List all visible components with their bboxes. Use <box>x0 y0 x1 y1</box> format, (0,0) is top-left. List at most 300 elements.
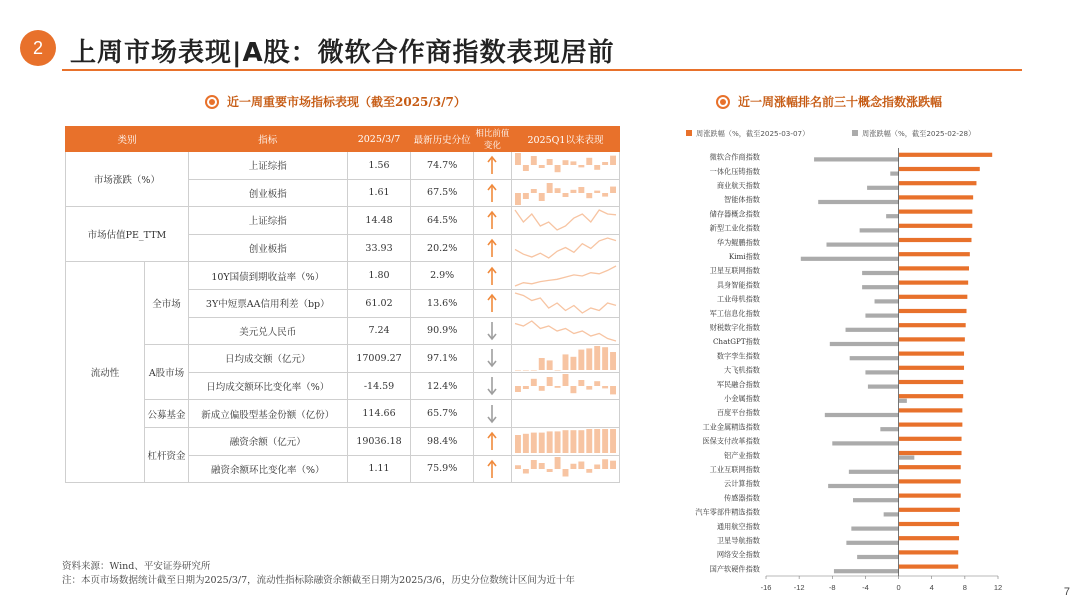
col-header-indicator: 指标 <box>188 127 347 152</box>
indicator-value: 33.93 <box>347 234 411 262</box>
col-header-date: 2025/3/7 <box>347 127 411 152</box>
sparkline-bar <box>602 348 608 371</box>
indicator-percentile: 67.5% <box>411 179 473 207</box>
indicator-percentile: 12.4% <box>411 372 473 400</box>
sparkline-bar <box>531 156 537 165</box>
bar-previous-week <box>853 498 899 502</box>
sparkline-bar <box>562 469 568 477</box>
indicator-percentile: 20.2% <box>411 234 473 262</box>
sparkline-bar <box>515 153 521 165</box>
sparkline-bar <box>570 464 576 469</box>
sparkline <box>511 179 619 207</box>
indicator-percentile: 74.7% <box>411 152 473 180</box>
sparkline-line <box>515 293 616 313</box>
sparkline-chart <box>514 207 617 233</box>
sparkline-bar <box>523 469 529 474</box>
bar-previous-week <box>875 299 899 303</box>
change-arrow <box>473 400 511 428</box>
category-label: 卫星导航指数 <box>716 536 760 545</box>
bar-current-week <box>899 508 960 512</box>
arrow-down-icon <box>486 321 498 341</box>
sparkline-chart <box>514 428 617 454</box>
subgroup-label: 杠杆资金 <box>145 427 189 482</box>
indicator-percentile: 13.6% <box>411 289 473 317</box>
bar-current-week <box>899 181 977 185</box>
sparkline <box>511 207 619 235</box>
bar-previous-week <box>814 157 899 161</box>
sparkline-bar <box>555 432 561 454</box>
indicator-percentile: 90.9% <box>411 317 473 345</box>
sparkline-bar <box>523 370 529 371</box>
sparkline-bar <box>547 183 553 193</box>
sparkline <box>511 234 619 262</box>
sparkline-bar <box>610 461 616 469</box>
sparkline-bar <box>555 165 561 172</box>
indicator-value: 14.48 <box>347 207 411 235</box>
sparkline-line <box>515 266 616 286</box>
sparkline-bar <box>555 386 561 388</box>
sparkline-bar <box>570 162 576 166</box>
sparkline <box>511 455 619 483</box>
sparkline-bar <box>610 386 616 394</box>
change-arrow <box>473 152 511 180</box>
sparkline-bar <box>515 193 521 205</box>
bar-current-week <box>899 565 959 569</box>
table-header-row <box>66 127 620 152</box>
sparkline-bar <box>562 355 568 371</box>
category-label: 工业金属精选指数 <box>702 422 760 432</box>
change-arrow <box>473 234 511 262</box>
indicator-name: 融资余额（亿元） <box>188 427 347 455</box>
category-label: 通用航空指数 <box>716 521 760 531</box>
sparkline-chart <box>514 401 617 427</box>
sparkline-bar <box>523 386 529 389</box>
subgroup-label: 公募基金 <box>145 400 189 428</box>
bar-current-week <box>899 380 964 384</box>
sparkline-chart <box>514 456 617 482</box>
bar-previous-week <box>828 484 898 488</box>
sparkline-chart <box>514 180 617 206</box>
indicator-value: 1.61 <box>347 179 411 207</box>
category-label: 华为鲲鹏指数 <box>716 237 760 247</box>
category-label: 传感器指数 <box>724 493 760 503</box>
bar-previous-week <box>832 441 898 445</box>
sparkline-bar <box>539 433 545 453</box>
table-section-header <box>205 93 466 110</box>
concept-index-bar-chart <box>680 120 1010 598</box>
indicator-name: 融资余额环比变化率（%） <box>188 455 347 483</box>
sparkline-bar <box>578 380 584 386</box>
bar-previous-week <box>884 512 899 516</box>
sparkline <box>511 427 619 455</box>
sparkline-bar <box>555 188 561 193</box>
indicator-value: 61.02 <box>347 289 411 317</box>
sparkline-bar <box>602 429 608 453</box>
category-label: 军工信息化指数 <box>709 308 760 318</box>
table-row <box>66 152 620 180</box>
sparkline-bar <box>531 460 537 469</box>
sparkline-bar <box>594 346 600 370</box>
category-label: 网络安全指数 <box>716 550 760 560</box>
bar-current-week <box>899 238 972 242</box>
chart-section-header <box>716 93 942 110</box>
x-tick-label: -16 <box>760 583 772 592</box>
indicator-percentile: 98.4% <box>411 427 473 455</box>
indicator-value: 1.11 <box>347 455 411 483</box>
sparkline <box>511 289 619 317</box>
indicator-name: 创业板指 <box>188 234 347 262</box>
indicator-name: 新成立偏股型基金份额（亿份） <box>188 400 347 428</box>
sparkline <box>511 317 619 345</box>
sparkline-bar <box>562 430 568 453</box>
table-section-title: 近一周重要市场指标表现（截至2025/3/7） <box>227 95 466 109</box>
change-arrow <box>473 427 511 455</box>
sparkline-bar <box>610 186 616 192</box>
sparkline-bar <box>555 370 561 371</box>
table-row <box>66 400 620 428</box>
legend-label: 周涨跌幅（%，截至2025-03-07） <box>696 129 810 138</box>
bar-current-week <box>899 352 964 356</box>
sparkline-bar <box>562 160 568 165</box>
category-label: 具身智能指数 <box>716 280 760 290</box>
arrow-down-icon <box>486 348 498 368</box>
sparkline-bar <box>602 193 608 197</box>
change-arrow <box>473 179 511 207</box>
sparkline-chart <box>514 263 617 289</box>
sparkline-bar <box>539 193 545 201</box>
indicator-value: 17009.27 <box>347 345 411 373</box>
bar-current-week <box>899 323 966 327</box>
sparkline-bar <box>539 463 545 469</box>
sparkline-bar <box>578 165 584 167</box>
category-label: 卫星互联网指数 <box>709 266 760 276</box>
sparkline-bar <box>562 193 568 197</box>
group-label: 市场估值PE_TTM <box>66 207 189 262</box>
bar-previous-week <box>865 370 898 374</box>
col-header-trend: 2025Q1以来表现 <box>511 127 619 152</box>
category-label: 数字孪生指数 <box>716 351 760 361</box>
sparkline-bar <box>578 461 584 469</box>
category-label: 储存器概念指数 <box>709 209 760 219</box>
bar-previous-week <box>851 527 898 531</box>
bar-current-week <box>899 295 968 299</box>
bar-current-week <box>899 479 961 483</box>
bar-previous-week <box>890 172 898 176</box>
bar-previous-week <box>862 285 898 289</box>
bar-current-week <box>899 550 959 554</box>
sparkline-chart <box>514 290 617 316</box>
category-label: ChatGPT指数 <box>712 337 760 347</box>
bar-previous-week <box>857 555 898 559</box>
change-arrow <box>473 455 511 483</box>
bar-previous-week <box>860 228 899 232</box>
bar-previous-week <box>846 541 898 545</box>
sparkline-line <box>515 238 616 258</box>
sparkline-bar <box>531 189 537 193</box>
indicator-value: -14.59 <box>347 372 411 400</box>
indicator-percentile: 2.9% <box>411 262 473 290</box>
arrow-up-icon <box>486 183 498 203</box>
sparkline-bar <box>547 469 553 472</box>
category-label: 铝产业指数 <box>724 450 760 460</box>
subgroup-label: A股市场 <box>145 345 189 400</box>
bar-previous-week <box>867 186 898 190</box>
table-row <box>66 345 620 373</box>
bar-current-week <box>899 309 967 313</box>
arrow-up-icon <box>486 238 498 258</box>
indicator-name: 日均成交额环比变化率（%） <box>188 372 347 400</box>
indicator-name: 3Y中短票AA信用利差（bp） <box>188 289 347 317</box>
sparkline <box>511 345 619 373</box>
table-row <box>66 262 620 290</box>
section-number-badge: 2 <box>20 30 56 66</box>
sparkline-bar <box>547 159 553 165</box>
sparkline-bar <box>515 370 521 371</box>
change-arrow <box>473 317 511 345</box>
change-arrow <box>473 262 511 290</box>
category-label: 新型工业化指数 <box>709 223 760 233</box>
group-label: 流动性 <box>66 262 145 483</box>
sparkline-bar <box>539 358 545 370</box>
indicator-value: 114.66 <box>347 400 411 428</box>
category-label: 一体化压铸指数 <box>709 166 760 176</box>
sparkline-bar <box>594 190 600 192</box>
sparkline-bar <box>531 433 537 453</box>
indicator-percentile: 97.1% <box>411 345 473 373</box>
arrow-up-icon <box>486 293 498 313</box>
sparkline-bar <box>523 434 529 453</box>
sparkline-bar <box>586 429 592 453</box>
sparkline-bar <box>515 386 521 392</box>
col-header-change: 相比前值变化 <box>473 127 511 152</box>
sparkline-bar <box>547 377 553 386</box>
market-indicator-table <box>65 126 620 483</box>
change-arrow <box>473 372 511 400</box>
sparkline-chart <box>514 152 617 178</box>
legend-swatch <box>852 130 858 136</box>
table-row <box>66 427 620 455</box>
sparkline-bar <box>570 386 576 393</box>
sparkline-chart <box>514 345 617 371</box>
category-label: 小金属指数 <box>724 394 760 403</box>
bar-previous-week <box>849 470 899 474</box>
col-header-category: 类别 <box>66 127 189 152</box>
bar-current-week <box>899 153 993 157</box>
page-title: 上周市场表现|A股：微软合作商指数表现居前 <box>70 38 615 68</box>
indicator-name: 创业板指 <box>188 179 347 207</box>
sparkline-bar <box>539 386 545 391</box>
arrow-up-icon <box>486 266 498 286</box>
indicator-value: 1.80 <box>347 262 411 290</box>
sparkline-bar <box>547 361 553 371</box>
sparkline-bar <box>594 165 600 170</box>
footnotes <box>62 560 575 588</box>
sparkline-line <box>515 210 616 230</box>
bar-current-week <box>899 337 965 341</box>
sparkline-bar <box>562 374 568 386</box>
sparkline-bar <box>578 430 584 453</box>
sparkline-bar <box>594 381 600 386</box>
category-label: 国产软硬件指数 <box>709 564 760 574</box>
sparkline-bar <box>586 386 592 390</box>
target-bullet-icon <box>716 95 730 109</box>
bar-previous-week <box>886 214 898 218</box>
sparkline-chart <box>514 373 617 399</box>
bar-previous-week <box>834 569 899 573</box>
indicator-name: 上证综指 <box>188 152 347 180</box>
bar-previous-week <box>830 342 899 346</box>
bar-current-week <box>899 281 969 285</box>
col-header-percentile: 最新历史分位 <box>411 127 473 152</box>
indicator-value: 19036.18 <box>347 427 411 455</box>
indicator-percentile: 75.9% <box>411 455 473 483</box>
table-row <box>66 207 620 235</box>
category-label: 财税数字化指数 <box>709 323 760 332</box>
sparkline-bar <box>594 429 600 453</box>
category-label: 汽车零部件精选指数 <box>695 507 760 517</box>
indicator-value: 7.24 <box>347 317 411 345</box>
sparkline-bar <box>539 165 545 168</box>
arrow-down-icon <box>486 376 498 396</box>
page-number: 7 <box>1063 586 1070 598</box>
category-label: 商业航天指数 <box>716 181 760 190</box>
sparkline-bar <box>523 193 529 199</box>
subgroup-label: 全市场 <box>145 262 189 345</box>
indicator-name: 上证综指 <box>188 207 347 235</box>
bar-previous-week <box>826 243 898 247</box>
sparkline-bar <box>602 459 608 469</box>
bar-current-week <box>899 522 959 526</box>
bar-current-week <box>899 210 973 214</box>
bar-current-week <box>899 224 973 228</box>
data-note: 注：本页市场数据统计截至日期为2025/3/7，流动性指标除融资余额截至日期为2025/3/6，历史分位数统计区间为近十年 <box>62 575 575 586</box>
sparkline-bar <box>531 379 537 386</box>
bar-current-week <box>899 465 961 469</box>
bar-previous-week <box>862 271 898 275</box>
bar-previous-week <box>880 427 898 431</box>
sparkline-bar <box>586 193 592 198</box>
sparkline-line <box>515 321 616 341</box>
bar-previous-week <box>868 385 899 389</box>
sparkline-bar <box>555 457 561 469</box>
bar-current-week <box>899 252 970 256</box>
sparkline-bar <box>586 349 592 371</box>
sparkline-bar <box>610 352 616 370</box>
sparkline-bar <box>523 165 529 171</box>
category-label: 云计算指数 <box>724 479 760 489</box>
bar-current-week <box>899 423 963 427</box>
x-tick-label: 12 <box>993 583 1003 592</box>
legend-swatch <box>686 130 692 136</box>
category-label: 医保支付改革指数 <box>702 436 760 446</box>
x-tick-label: 4 <box>929 583 934 592</box>
bar-current-week <box>899 366 964 370</box>
indicator-name: 10Y国债到期收益率（%） <box>188 262 347 290</box>
arrow-up-icon <box>486 459 498 479</box>
sparkline-bar <box>578 350 584 370</box>
sparkline-bar <box>602 386 608 388</box>
indicator-value: 1.56 <box>347 152 411 180</box>
arrow-up-icon <box>486 431 498 451</box>
category-label: 大飞机指数 <box>724 365 760 375</box>
sparkline-chart <box>514 235 617 261</box>
bar-previous-week <box>818 200 898 204</box>
bar-previous-week <box>801 257 899 261</box>
group-label: 市场涨跌（%） <box>66 152 189 207</box>
sparkline-bar <box>515 465 521 469</box>
sparkline <box>511 372 619 400</box>
x-tick-label: -12 <box>793 583 805 592</box>
category-label: 微软合作商指数 <box>709 152 760 162</box>
category-label: 工业母机指数 <box>716 294 760 304</box>
bar-current-week <box>899 451 962 455</box>
sparkline-bar <box>515 435 521 453</box>
bar-current-week <box>899 437 962 441</box>
change-arrow <box>473 289 511 317</box>
bar-current-week <box>899 195 974 199</box>
sparkline-bar <box>531 370 537 371</box>
sparkline-bar <box>602 162 608 165</box>
category-label: 军民融合指数 <box>716 379 760 389</box>
sparkline-bar <box>570 357 576 370</box>
sparkline-bar <box>547 432 553 454</box>
bar-current-week <box>899 266 969 270</box>
bar-current-week <box>899 536 959 540</box>
target-bullet-icon <box>205 95 219 109</box>
sparkline-bar <box>586 469 592 473</box>
indicator-percentile: 65.7% <box>411 400 473 428</box>
sparkline-bar <box>570 430 576 453</box>
category-label: 智能体指数 <box>724 195 760 205</box>
change-arrow <box>473 207 511 235</box>
change-arrow <box>473 345 511 373</box>
title-divider <box>62 69 1022 71</box>
sparkline <box>511 400 619 428</box>
sparkline-bar <box>570 190 576 193</box>
x-tick-label: -8 <box>828 583 836 592</box>
bar-previous-week <box>850 356 899 360</box>
bar-previous-week <box>825 413 899 417</box>
legend-label: 周涨跌幅（%，截至2025-02-28） <box>862 129 976 138</box>
chart-section-title: 近一周涨幅排名前三十概念指数涨跌幅 <box>738 95 943 109</box>
bar-current-week <box>899 167 980 171</box>
sparkline-bar <box>578 187 584 193</box>
category-label: 百度平台指数 <box>716 408 760 418</box>
sparkline-bar <box>610 429 616 453</box>
x-tick-label: 8 <box>962 583 967 592</box>
category-label: Kimi指数 <box>728 252 760 261</box>
sparkline-bar <box>594 464 600 469</box>
indicator-name: 美元兑人民币 <box>188 317 347 345</box>
bar-current-week <box>899 494 961 498</box>
x-tick-label: -4 <box>862 583 869 592</box>
x-tick-label: 0 <box>896 583 901 592</box>
arrow-down-icon <box>486 404 498 424</box>
sparkline-bar <box>586 158 592 165</box>
indicator-name: 日均成交额（亿元） <box>188 345 347 373</box>
sparkline <box>511 152 619 180</box>
bar-previous-week <box>846 328 899 332</box>
source-note: 资料来源：Wind、平安证券研究所 <box>62 561 211 572</box>
arrow-up-icon <box>486 155 498 175</box>
arrow-up-icon <box>486 210 498 230</box>
sparkline-chart <box>514 318 617 344</box>
sparkline <box>511 262 619 290</box>
indicator-percentile: 64.5% <box>411 207 473 235</box>
bar-previous-week <box>899 399 907 403</box>
bar-current-week <box>899 394 964 398</box>
bar-current-week <box>899 408 963 412</box>
